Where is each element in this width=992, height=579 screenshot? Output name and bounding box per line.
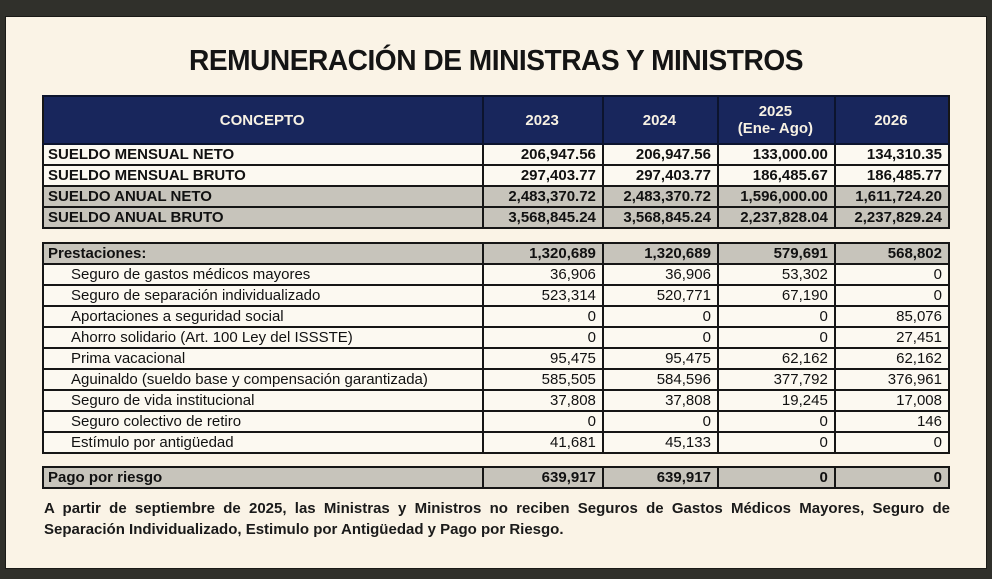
table-row xyxy=(43,432,949,453)
cell-2024: 0 xyxy=(603,327,718,348)
cell-2023: 41,681 xyxy=(483,432,603,453)
cell-2025: 67,190 xyxy=(718,285,835,306)
cell-2025: 19,245 xyxy=(718,390,835,411)
row-label: Pago por riesgo xyxy=(43,467,483,488)
cell-2023: 639,917 xyxy=(483,467,603,488)
row-label: Seguro colectivo de retiro xyxy=(43,411,483,432)
benefits-total-row xyxy=(43,243,949,264)
cell-2026: 376,961 xyxy=(835,369,949,390)
cell-2026: 146 xyxy=(835,411,949,432)
cell-2026: 0 xyxy=(835,432,949,453)
cell-2024: 639,917 xyxy=(603,467,718,488)
column-header-2026: 2026 xyxy=(835,96,949,144)
cell-2025: 0 xyxy=(718,327,835,348)
cell-2026: 2,237,829.24 xyxy=(835,207,949,228)
row-label: Prima vacacional xyxy=(43,348,483,369)
row-label: Seguro de gastos médicos mayores xyxy=(43,264,483,285)
row-label: SUELDO ANUAL NETO xyxy=(43,186,483,207)
cell-2024: 0 xyxy=(603,411,718,432)
cell-2026: 0 xyxy=(835,264,949,285)
row-label: Seguro de separación individualizado xyxy=(43,285,483,306)
cell-2024: 45,133 xyxy=(603,432,718,453)
cell-2024: 297,403.77 xyxy=(603,165,718,186)
cell-2025: 62,162 xyxy=(718,348,835,369)
row-label: Seguro de vida institucional xyxy=(43,390,483,411)
cell-2023: 585,505 xyxy=(483,369,603,390)
cell-2023: 1,320,689 xyxy=(483,243,603,264)
row-label: Prestaciones: xyxy=(43,243,483,264)
cell-2026: 0 xyxy=(835,285,949,306)
cell-2026: 62,162 xyxy=(835,348,949,369)
cell-2025: 0 xyxy=(718,306,835,327)
table-row xyxy=(43,264,949,285)
cell-2026: 568,802 xyxy=(835,243,949,264)
page-title: REMUNERACIÓN DE MINISTRAS Y MINISTROS xyxy=(188,45,803,77)
cell-2026: 1,611,724.20 xyxy=(835,186,949,207)
row-label: Aguinaldo (sueldo base y compensación garantizada) xyxy=(43,369,483,390)
slide xyxy=(6,17,986,568)
cell-2026: 134,310.35 xyxy=(835,144,949,165)
cell-2025: 186,485.67 xyxy=(718,165,835,186)
cell-2024: 36,906 xyxy=(603,264,718,285)
cell-2025: 0 xyxy=(718,432,835,453)
cell-2025: 1,596,000.00 xyxy=(718,186,835,207)
footnote: A partir de septiembre de 2025, las Ministras y Ministros no reciben Seguros de Gastos Médicos Mayores, Seguro de Separación Individualizado, Estimulo por Antigüedad y Pago por Riesgo. xyxy=(44,500,950,539)
cell-2024: 206,947.56 xyxy=(603,144,718,165)
cell-2026: 85,076 xyxy=(835,306,949,327)
table-row xyxy=(43,411,949,432)
table-row xyxy=(43,390,949,411)
cell-2023: 297,403.77 xyxy=(483,165,603,186)
benefits-table xyxy=(42,242,950,454)
column-header-2023: 2023 xyxy=(483,96,603,144)
cell-2025: 377,792 xyxy=(718,369,835,390)
row-label: Estímulo por antigüedad xyxy=(43,432,483,453)
row-label: SUELDO MENSUAL NETO xyxy=(43,144,483,165)
cell-2023: 523,314 xyxy=(483,285,603,306)
cell-2023: 0 xyxy=(483,306,603,327)
cell-2025: 0 xyxy=(718,411,835,432)
cell-2023: 37,808 xyxy=(483,390,603,411)
cell-2024: 0 xyxy=(603,306,718,327)
cell-2026: 186,485.77 xyxy=(835,165,949,186)
salary-table xyxy=(42,95,950,229)
cell-2023: 95,475 xyxy=(483,348,603,369)
column-header-concepto: CONCEPTO xyxy=(43,96,483,144)
cell-2024: 95,475 xyxy=(603,348,718,369)
column-header-2025: 2025 (Ene- Ago) xyxy=(718,96,835,144)
risk-pay-row xyxy=(43,467,949,488)
table-header-row xyxy=(43,96,949,144)
table-row xyxy=(43,285,949,306)
cell-2025: 53,302 xyxy=(718,264,835,285)
cell-2026: 0 xyxy=(835,467,949,488)
cell-2024: 2,483,370.72 xyxy=(603,186,718,207)
column-header-2024: 2024 xyxy=(603,96,718,144)
cell-2024: 1,320,689 xyxy=(603,243,718,264)
table-row xyxy=(43,165,949,186)
table-row xyxy=(43,306,949,327)
cell-2025: 133,000.00 xyxy=(718,144,835,165)
cell-2023: 2,483,370.72 xyxy=(483,186,603,207)
row-label: SUELDO MENSUAL BRUTO xyxy=(43,165,483,186)
risk-pay-table xyxy=(42,466,950,489)
cell-2024: 520,771 xyxy=(603,285,718,306)
table-row xyxy=(43,186,949,207)
cell-2024: 37,808 xyxy=(603,390,718,411)
cell-2023: 3,568,845.24 xyxy=(483,207,603,228)
cell-2023: 0 xyxy=(483,411,603,432)
table-row xyxy=(43,369,949,390)
table-row xyxy=(43,144,949,165)
cell-2023: 0 xyxy=(483,327,603,348)
cell-2025: 2,237,828.04 xyxy=(718,207,835,228)
row-label: SUELDO ANUAL BRUTO xyxy=(43,207,483,228)
row-label: Ahorro solidario (Art. 100 Ley del ISSSTE) xyxy=(43,327,483,348)
cell-2023: 36,906 xyxy=(483,264,603,285)
table-row xyxy=(43,348,949,369)
cell-2024: 584,596 xyxy=(603,369,718,390)
cell-2025: 579,691 xyxy=(718,243,835,264)
table-row xyxy=(43,327,949,348)
cell-2024: 3,568,845.24 xyxy=(603,207,718,228)
table-row xyxy=(43,207,949,228)
cell-2026: 27,451 xyxy=(835,327,949,348)
cell-2026: 17,008 xyxy=(835,390,949,411)
cell-2023: 206,947.56 xyxy=(483,144,603,165)
cell-2025: 0 xyxy=(718,467,835,488)
row-label: Aportaciones a seguridad social xyxy=(43,306,483,327)
